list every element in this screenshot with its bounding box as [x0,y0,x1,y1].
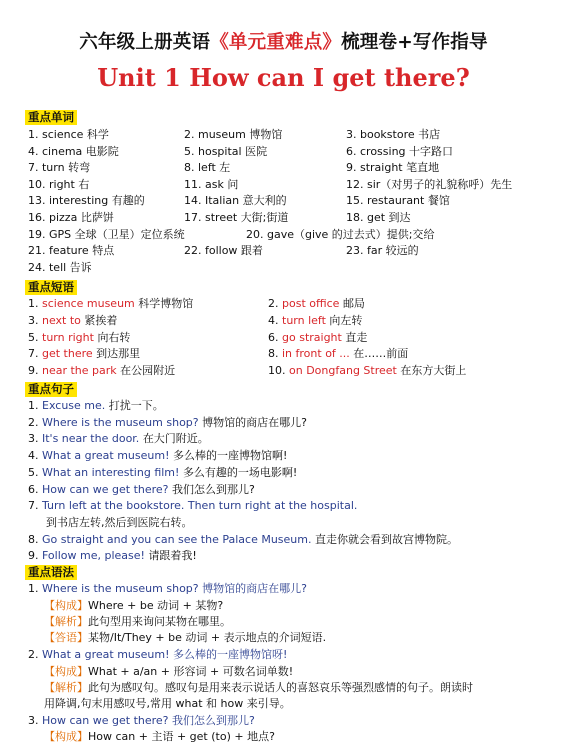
section-heading-sentences: 重点句子 [25,382,77,397]
sentence-item [28,548,197,564]
sentence-chinese: 我们怎么到那儿? [172,482,255,496]
phrase-item [28,296,193,312]
sentence-english: Excuse me. [42,399,106,412]
phrase-english: science museum [42,297,135,310]
item-number: 5. [28,330,39,344]
sentence-english: How can we get there? [42,482,169,496]
sentence-item [28,465,297,481]
phrase-english: turn left [282,313,326,327]
word-item: 8. left 左 [184,161,231,175]
grammar-question-2 [28,647,287,663]
item-number: 4. [28,449,39,463]
grammar-chinese: 博物馆的商店在哪儿? [202,582,307,595]
phrase-chinese: 紧挨着 [84,313,118,327]
word-item: 12. sir（对男子的礼貌称呼）先生 [346,177,513,191]
section-heading-grammar: 重点语法 [25,565,77,580]
grammar-english: Where is the museum shop? [42,582,199,595]
item-number: 8. [28,532,39,546]
phrase-item [28,313,117,329]
grammar-note [44,664,293,680]
word-item: 7. turn 转弯 [28,161,91,175]
sentence-item [28,415,307,431]
word-item: 19. GPS 全球（卫星）定位系统 [28,227,185,241]
unit-title: Unit 1 How can I get there? [97,63,470,92]
sentence-chinese: 直走你就会看到故宫博物院。 [314,532,458,546]
item-number: 3. [28,432,39,446]
phrase-english: near the park [42,364,117,378]
item-number: 6. [268,330,279,344]
phrase-english: turn right [42,330,94,344]
sentence-item [28,398,164,414]
word-item: 16. pizza 比萨饼 [28,211,114,224]
sentence-item [28,482,255,498]
item-number: 2. [268,297,279,310]
grammar-note [44,598,223,614]
note-text: What + a/an + 形容词 + 可数名词单数! [88,665,294,678]
word-item: 20. gave（give 的过去式）提供;交给 [246,227,435,241]
grammar-question-1 [28,581,307,597]
word-item: 22. follow 跟着 [184,244,263,258]
note-tag: 【构成】 [44,665,88,678]
sentence-chinese: 多么棒的一座博物馆啊! [173,449,288,463]
sentence-item [46,515,193,531]
word-item: 21. feature 特点 [28,244,115,258]
item-number: 2. [28,415,39,429]
word-item: 17. street 大街;街道 [184,211,289,224]
phrase-item [268,363,466,379]
phrase-chinese: 邮局 [342,297,365,310]
note-text: 此句型用来询问某物在哪里。 [88,615,231,628]
word-item: 14. Italian 意大利的 [184,194,287,208]
word-item: 15. restaurant 餐馆 [346,194,450,208]
phrase-chinese: 到达那里 [96,347,141,361]
sentence-english: Go straight and you can see the Palace Museum. [42,532,312,546]
sentence-chinese: 多么有趣的一场电影啊! [182,465,298,479]
sentence-english: What an interesting film! [42,465,180,479]
phrase-english: in front of ... [282,347,350,361]
word-item: 1. science 科学 [28,128,109,141]
item-number: 1. [28,582,39,595]
grammar-note [44,630,326,646]
sentence-chinese: 请跟着我! [148,549,197,563]
phrase-item [268,346,408,362]
grammar-chinese: 我们怎么到那儿? [172,714,255,727]
phrase-english: next to [42,313,81,327]
item-number: 5. [28,465,39,479]
item-number: 7. [28,347,39,361]
page-title [0,28,567,54]
note-tag: 【构成】 [44,599,88,612]
word-item: 2. museum 博物馆 [184,128,283,141]
word-item: 3. bookstore 书店 [346,128,441,141]
sentence-item [28,431,209,447]
note-text: 某物/It/They + be 动词 + 表示地点的介词短语. [88,631,327,644]
note-tag: 【解析】 [44,681,88,694]
phrase-item [28,330,130,346]
grammar-note [44,614,231,630]
phrase-chinese: 直走 [345,330,368,344]
sentence-english: Follow me, please! [42,549,145,563]
word-item: 11. ask 问 [184,177,239,191]
sentence-chinese: 在大门附近。 [142,432,209,446]
phrase-english: get there [42,347,93,361]
item-number: 2. [28,648,39,661]
item-number: 3. [28,313,39,327]
note-tag: 【答语】 [44,631,88,644]
sentence-english: It's near the door. [42,432,140,446]
sentence-item [28,532,458,548]
section-heading-phrases: 重点短语 [25,280,77,295]
item-number: 7. [28,499,39,513]
item-number: 9. [28,364,39,378]
item-number: 3. [28,714,39,727]
phrase-item [28,346,140,362]
word-item: 13. interesting 有趣的 [28,194,145,208]
phrase-chinese: 科学博物馆 [138,297,194,310]
item-number: 1. [28,297,39,310]
note-tag: 【构成】 [44,730,88,743]
item-number: 4. [268,313,279,327]
title-part-highlight: 《单元重难点》 [210,32,342,53]
grammar-note [44,680,473,696]
phrase-chinese: 向左转 [329,313,363,327]
title-part-grade: 六年级上册英语 [79,32,211,53]
sentence-english: What a great museum! [42,449,170,463]
note-text: 用降调,句末用感叹号,常用 what 和 how 来引导。 [44,697,291,710]
section-heading-words: 重点单词 [25,110,77,125]
phrase-item [268,313,362,329]
sentence-english: Where is the museum shop? [42,415,199,429]
grammar-note [44,729,275,745]
note-tag: 【解析】 [44,615,88,628]
word-item: 23. far 较远的 [346,244,419,258]
phrase-chinese: 向右转 [97,330,131,344]
sentence-chinese: 打扰一下。 [108,399,164,412]
grammar-note [44,696,291,712]
phrase-chinese: 在公园附近 [120,364,176,378]
phrase-chinese: 在东方大街上 [400,364,467,378]
grammar-english: What a great museum! [42,648,170,661]
grammar-question-3 [28,713,255,729]
sentence-chinese: 博物馆的商店在哪儿? [202,415,307,429]
word-item: 5. hospital 医院 [184,144,268,158]
word-item: 24. tell 告诉 [28,260,92,274]
word-item: 9. straight 笔直地 [346,161,440,175]
word-item: 4. cinema 电影院 [28,144,119,158]
phrase-item [268,330,367,346]
phrase-english: on Dongfang Street [289,364,397,378]
phrase-english: post office [282,297,340,310]
grammar-chinese: 多么棒的一座博物馆呀! [173,648,288,661]
phrase-chinese: 在……前面 [353,347,409,361]
item-number: 6. [28,482,39,496]
phrase-english: go straight [282,330,342,344]
item-number: 9. [28,549,39,563]
note-text: How can + 主语 + get (to) + 地点? [88,730,275,743]
word-item: 10. right 右 [28,177,90,191]
word-item: 18. get 到达 [346,211,411,224]
sentence-chinese: 到书店左转,然后到医院右转。 [46,515,193,529]
title-part-guide: 梳理卷+写作指导 [341,32,488,53]
phrase-item [268,296,365,312]
phrase-item [28,363,175,379]
grammar-english: How can we get there? [42,714,169,727]
item-number: 1. [28,399,39,412]
word-item: 6. crossing 十字路口 [346,144,454,158]
sentence-english: Turn left at the bookstore. Then turn right at the hospital. [42,499,358,513]
item-number: 10. [268,364,286,378]
sentence-item [28,448,287,464]
item-number: 8. [268,347,279,361]
note-text: 此句为感叹句。感叹句是用来表示说话人的喜怒哀乐等强烈感情的句子。朗读时 [88,681,473,694]
sentence-item [28,498,357,514]
note-text: Where + be 动词 + 某物? [88,599,224,612]
